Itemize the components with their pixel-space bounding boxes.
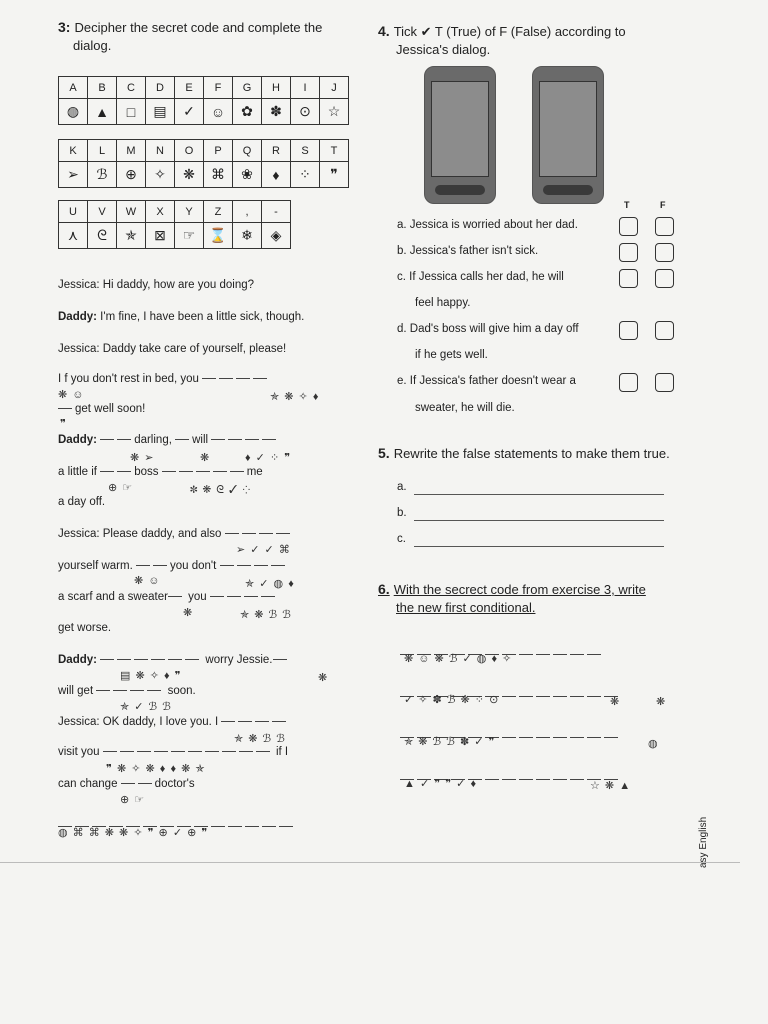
- section4-number: 4.: [378, 23, 390, 39]
- statement-d-continued: if he gets well.: [415, 349, 488, 361]
- code-symbol-9: ☆: [320, 99, 349, 125]
- code-symbols: ❋ ☺ ❋ ℬ ✓ ◍ ♦ ✧: [404, 653, 513, 665]
- code-symbol-5: ⌛: [204, 223, 233, 249]
- speaker-jessica: Jessica:: [58, 343, 100, 355]
- code-symbol-8: ⊙: [291, 99, 320, 125]
- dialog-line-15: [58, 716, 289, 728]
- true-checkbox-a[interactable]: [619, 217, 638, 236]
- section6-title-line1: With the secrect code from exercise 3, write: [393, 582, 646, 597]
- rewrite-label-b: b.: [397, 507, 407, 519]
- code-symbols: ▲ ✓ ❞ ❞ ✓ ♦: [404, 778, 478, 790]
- code-symbols: ❋: [318, 672, 329, 684]
- dialog-line-14: [58, 685, 196, 697]
- code-symbol-2: □: [117, 99, 146, 125]
- code-symbol-6: ❀: [233, 162, 262, 188]
- dialog-line-16: [58, 746, 288, 758]
- code-letter-6: ,: [233, 201, 262, 223]
- page-bottom-rule: [0, 862, 740, 863]
- code-symbols: ▤ ❋ ✧ ♦ ❞: [120, 670, 182, 682]
- dialog-text: will get: [58, 685, 94, 697]
- speaker-daddy: Daddy:: [58, 654, 97, 666]
- code-letter-7: -: [262, 201, 291, 223]
- code-letter-6: Q: [233, 140, 262, 162]
- code-symbol-1: ᘓ: [88, 223, 117, 249]
- dialog-line-11: [58, 591, 278, 603]
- dialog-line-13: [58, 654, 290, 666]
- code-symbol-7: ◈: [262, 223, 291, 249]
- code-symbols: ◍ ⌘ ⌘ ❋ ❋ ✧ ❞ ⊕ ✓ ⊕ ❞: [58, 827, 209, 839]
- code-symbol-6: ❄: [233, 223, 262, 249]
- code-letter-0: A: [59, 77, 88, 99]
- code-symbol-4: ☞: [175, 223, 204, 249]
- dialog-line-8: a day off.: [58, 496, 106, 508]
- speaker-daddy: Daddy:: [58, 434, 97, 446]
- speaker-daddy: Daddy:: [58, 311, 97, 323]
- code-symbols: ⊕ ☞: [108, 482, 134, 494]
- section5-heading: [378, 444, 670, 463]
- dialog-text: Please daddy, and also: [99, 528, 222, 540]
- code-symbols: ❋: [183, 607, 194, 619]
- phone-image-jessica: [424, 66, 496, 204]
- speaker-jessica: Jessica:: [58, 716, 100, 728]
- code-symbol-0: ◍: [59, 99, 88, 125]
- dialog-line-3: [58, 343, 286, 355]
- code-symbol-1: ▲: [88, 99, 117, 125]
- code-letter-8: I: [291, 77, 320, 99]
- true-checkbox-c[interactable]: [619, 269, 638, 288]
- code-letter-4: E: [175, 77, 204, 99]
- code-symbol-1: ℬ: [88, 162, 117, 188]
- code-symbols: ❋: [200, 452, 211, 464]
- dialog-line-12: get worse.: [58, 622, 112, 634]
- dialog-text: if I: [275, 746, 289, 758]
- code-symbol-3: ✧: [146, 162, 175, 188]
- code-symbol-0: ➢: [59, 162, 88, 188]
- false-checkbox-a[interactable]: [655, 217, 674, 236]
- dialog-text: yourself warm.: [58, 560, 133, 572]
- code-letter-7: H: [262, 77, 291, 99]
- code-symbol-2: ✯: [117, 223, 146, 249]
- dialog-text: doctor's: [154, 778, 195, 790]
- code-table-u-dash: [58, 200, 291, 249]
- dialog-text: a scarf and a sweater: [58, 591, 168, 603]
- code-symbols: ✯ ❋ ℬ ℬ: [234, 733, 286, 745]
- dialog-text: I f you don't rest in bed, you: [58, 373, 199, 385]
- code-letter-5: F: [204, 77, 233, 99]
- true-checkbox-b[interactable]: [619, 243, 638, 262]
- code-letter-7: R: [262, 140, 291, 162]
- code-symbols: ❞ ❋ ✧ ❋ ♦ ♦ ❋ ✯: [106, 763, 206, 775]
- dialog-text: soon.: [167, 685, 196, 697]
- statement-a: a. Jessica is worried about her dad.: [397, 219, 578, 231]
- code-symbols: ✯ ✓ ℬ ℬ: [120, 701, 172, 713]
- code-letter-2: C: [117, 77, 146, 99]
- code-symbols: ➢ ✓ ✓ ⌘: [236, 544, 291, 556]
- code-symbols: ❋ ➢: [130, 452, 155, 464]
- dialog-line-10: [58, 560, 288, 572]
- statement-d: d. Dad's boss will give him a day off: [397, 323, 579, 335]
- code-symbols: ❋: [610, 696, 621, 708]
- code-symbols: ⊕ ☞: [120, 794, 146, 806]
- dialog-text: can change: [58, 778, 118, 790]
- section5-title: Rewrite the false statements to make them true.: [393, 446, 670, 461]
- section3-title-line1: Decipher the secret code and complete the: [74, 20, 323, 35]
- dialog-text: darling,: [134, 434, 172, 446]
- dialog-text: me: [246, 466, 263, 478]
- code-letter-0: U: [59, 201, 88, 223]
- dialog-text: I'm fine, I have been a little sick, though.: [96, 311, 305, 323]
- code-letter-5: P: [204, 140, 233, 162]
- code-letter-9: T: [320, 140, 349, 162]
- code-symbol-2: ⊕: [117, 162, 146, 188]
- code-symbol-7: ♦: [262, 162, 291, 188]
- code-symbols: ☆ ❋ ▲: [590, 780, 632, 792]
- speaker-jessica: Jessica:: [58, 528, 100, 540]
- dialog-line-9: [58, 528, 293, 540]
- statement-b: b. Jessica's father isn't sick.: [397, 245, 539, 257]
- code-symbols: ❋ ☺: [134, 575, 161, 587]
- code-letter-1: B: [88, 77, 117, 99]
- code-table-a-j: [58, 76, 349, 125]
- dialog-text: a little if: [58, 466, 97, 478]
- rewrite-field-c[interactable]: [414, 546, 664, 547]
- code-letter-4: Y: [175, 201, 204, 223]
- true-checkbox-d[interactable]: [619, 321, 638, 340]
- dialog-text: you don't: [169, 560, 217, 572]
- code-symbol-3: ⊠: [146, 223, 175, 249]
- section3-heading: [58, 18, 322, 55]
- rewrite-field-b[interactable]: [414, 520, 664, 521]
- section4-title-line1: Tick ✔ T (True) of F (False) according to: [393, 24, 626, 39]
- section4-heading: [378, 22, 626, 59]
- false-checkbox-d[interactable]: [655, 321, 674, 340]
- code-symbol-9: ❞: [320, 162, 349, 188]
- true-checkbox-e[interactable]: [619, 373, 638, 392]
- section6-title-line2: the new first conditional.: [396, 600, 536, 615]
- code-letter-3: N: [146, 140, 175, 162]
- code-symbol-4: ✓: [175, 99, 204, 125]
- code-letter-5: Z: [204, 201, 233, 223]
- code-letter-1: L: [88, 140, 117, 162]
- dialog-line-17: [58, 778, 195, 790]
- code-symbol-7: ✽: [262, 99, 291, 125]
- statement-e: e. If Jessica's father doesn't wear a: [397, 375, 576, 387]
- section3-title-line2: dialog.: [73, 38, 112, 53]
- publisher-margin-text: asy English: [698, 816, 709, 868]
- speaker-jessica: Jessica:: [58, 279, 100, 291]
- dialog-text: will: [192, 434, 209, 446]
- dialog-text: you: [188, 591, 207, 603]
- code-letter-3: D: [146, 77, 175, 99]
- dialog-text: OK daddy, I love you. I: [99, 716, 219, 728]
- dialog-line-2: [58, 311, 304, 323]
- column-false-label: F: [660, 200, 666, 210]
- code-symbols: ◍: [648, 738, 659, 750]
- code-letter-8: S: [291, 140, 320, 162]
- dialog-line-6: [58, 434, 279, 446]
- code-symbols: ✯ ❋ ✧ ♦: [270, 391, 320, 403]
- dialog-line-7: [58, 466, 263, 478]
- dialog-text: Hi daddy, how are you doing?: [99, 279, 255, 291]
- dialog-line-1: [58, 279, 254, 291]
- dialog-line-5: [58, 403, 145, 415]
- dialog-text: get well soon!: [75, 403, 146, 415]
- statement-c-continued: feel happy.: [415, 297, 471, 309]
- code-letter-0: K: [59, 140, 88, 162]
- code-symbols: ✯ ✓ ◍ ♦: [245, 578, 295, 590]
- code-symbol-6: ✿: [233, 99, 262, 125]
- code-letter-2: M: [117, 140, 146, 162]
- dialog-text: boss: [134, 466, 159, 478]
- false-checkbox-e[interactable]: [655, 373, 674, 392]
- statement-e-continued: sweater, he will die.: [415, 402, 515, 414]
- code-letter-9: J: [320, 77, 349, 99]
- false-checkbox-c[interactable]: [655, 269, 674, 288]
- rewrite-label-a: a.: [397, 481, 407, 493]
- phone-image-daddy: [532, 66, 604, 204]
- dialog-text: worry Jessie.: [205, 654, 273, 666]
- code-symbols: ✯ ❋ ℬ ℬ ✽ ✓ ❞: [404, 736, 496, 748]
- code-symbols: ♦ ✓ ⁘ ❞: [245, 452, 292, 464]
- code-symbols: ❞: [60, 418, 67, 430]
- rewrite-field-a[interactable]: [414, 494, 664, 495]
- section5-number: 5.: [378, 445, 390, 461]
- code-symbols: ❋: [656, 696, 667, 708]
- code-letter-6: G: [233, 77, 262, 99]
- code-symbol-5: ☺: [204, 99, 233, 125]
- code-symbol-0: ⋏: [59, 223, 88, 249]
- column-true-label: T: [624, 200, 630, 210]
- section3-number: 3:: [58, 19, 71, 35]
- statement-c: c. If Jessica calls her dad, he will: [397, 271, 564, 283]
- dialog-line-4: [58, 373, 270, 385]
- code-symbol-4: ❋: [175, 162, 204, 188]
- code-letter-4: O: [175, 140, 204, 162]
- code-table-k-t: [58, 139, 349, 188]
- code-letter-3: X: [146, 201, 175, 223]
- false-checkbox-b[interactable]: [655, 243, 674, 262]
- code-symbols: ✯ ❋ ℬ ℬ: [240, 609, 292, 621]
- section6-number: 6.: [378, 581, 390, 597]
- code-symbol-8: ⁘: [291, 162, 320, 188]
- code-letter-2: W: [117, 201, 146, 223]
- dialog-text: Daddy take care of yourself, please!: [99, 343, 287, 355]
- section4-title-line2: Jessica's dialog.: [396, 42, 491, 57]
- code-letter-1: V: [88, 201, 117, 223]
- code-symbol-5: ⌘: [204, 162, 233, 188]
- code-symbols: ❋ ☺: [58, 389, 85, 401]
- rewrite-label-c: c.: [397, 533, 406, 545]
- code-symbols: ✓ ✧ ✽ ℬ ❋ ⁘ ⊙: [404, 694, 500, 706]
- code-symbol-3: ▤: [146, 99, 175, 125]
- section6-heading: [378, 580, 646, 617]
- code-symbols: ✽ ❋ ᘓ ✓ ⁘: [190, 484, 252, 496]
- dialog-text: visit you: [58, 746, 100, 758]
